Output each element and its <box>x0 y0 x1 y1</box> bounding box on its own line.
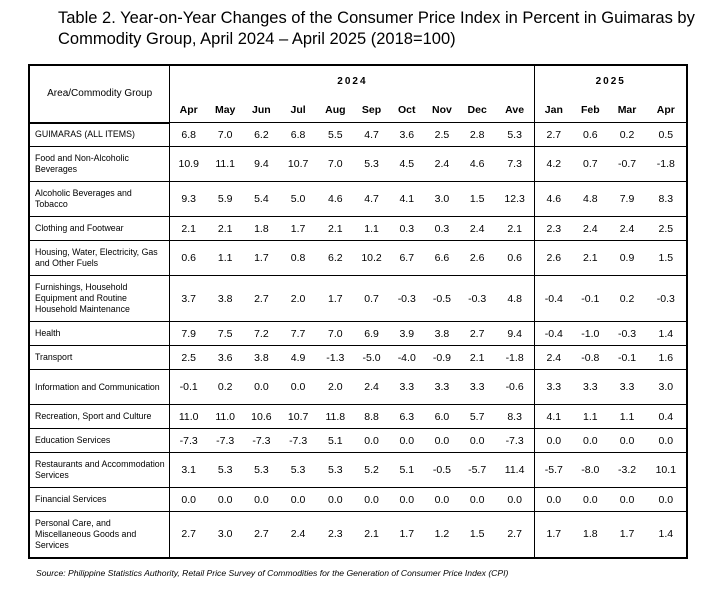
value-cell: 3.8 <box>243 346 279 370</box>
value-cell: 2.1 <box>460 346 495 370</box>
value-cell: 3.3 <box>424 370 459 405</box>
value-cell: 0.2 <box>608 123 645 147</box>
value-cell: 1.1 <box>207 241 243 276</box>
value-cell: -0.3 <box>608 322 645 346</box>
value-cell: 3.9 <box>389 322 424 346</box>
value-cell: 2.3 <box>317 512 354 558</box>
value-cell: -1.8 <box>495 346 535 370</box>
value-cell: 5.2 <box>354 453 389 488</box>
value-cell: 4.6 <box>460 147 495 182</box>
month-header: Ave <box>495 97 535 123</box>
value-cell: 2.1 <box>317 217 354 241</box>
value-cell: 0.0 <box>424 488 459 512</box>
value-cell: 8.3 <box>646 182 687 217</box>
value-cell: 10.7 <box>280 405 317 429</box>
value-cell: 3.3 <box>389 370 424 405</box>
value-cell: 1.7 <box>243 241 279 276</box>
value-cell: -1.0 <box>572 322 608 346</box>
value-cell: 5.3 <box>317 453 354 488</box>
value-cell: -5.0 <box>354 346 389 370</box>
value-cell: 11.1 <box>207 147 243 182</box>
value-cell: 4.9 <box>280 346 317 370</box>
month-header: Feb <box>572 97 608 123</box>
month-header: Apr <box>646 97 687 123</box>
value-cell: -3.2 <box>608 453 645 488</box>
table-title: Table 2. Year-on-Year Changes of the Consumer Price Index in Percent in Guimaras by Commodity Group, April 2024 – April 2025 (2018=100) <box>58 9 695 48</box>
value-cell: -5.7 <box>535 453 572 488</box>
value-cell: 3.1 <box>170 453 207 488</box>
value-cell: 0.0 <box>646 429 687 453</box>
value-cell: 0.0 <box>354 488 389 512</box>
value-cell: -1.3 <box>317 346 354 370</box>
value-cell: 2.4 <box>608 217 645 241</box>
value-cell: 2.1 <box>170 217 207 241</box>
commodity-label: Transport <box>29 346 170 370</box>
month-header: May <box>207 97 243 123</box>
value-cell: 1.7 <box>317 276 354 322</box>
value-cell: 0.0 <box>535 429 572 453</box>
value-cell: 4.7 <box>354 123 389 147</box>
value-cell: 10.2 <box>354 241 389 276</box>
value-cell: 9.4 <box>243 147 279 182</box>
value-cell: 2.8 <box>460 123 495 147</box>
value-cell: 4.7 <box>354 182 389 217</box>
value-cell: 5.3 <box>354 147 389 182</box>
value-cell: 5.1 <box>389 453 424 488</box>
value-cell: 5.9 <box>207 182 243 217</box>
value-cell: 0.0 <box>535 488 572 512</box>
value-cell: 2.6 <box>535 241 572 276</box>
commodity-label: Housing, Water, Electricity, Gas and Other Fuels <box>29 241 170 276</box>
value-cell: 2.1 <box>354 512 389 558</box>
value-cell: 6.8 <box>280 123 317 147</box>
month-header: Jan <box>535 97 572 123</box>
value-cell: 0.5 <box>646 123 687 147</box>
commodity-label: Alcoholic Beverages and Tobacco <box>29 182 170 217</box>
value-cell: 0.0 <box>243 370 279 405</box>
value-cell: 1.7 <box>389 512 424 558</box>
value-cell: 0.0 <box>354 429 389 453</box>
commodity-label: Financial Services <box>29 488 170 512</box>
table-row <box>29 429 687 453</box>
table-row <box>29 147 687 182</box>
value-cell: -0.5 <box>424 453 459 488</box>
value-cell: -0.8 <box>572 346 608 370</box>
month-header: Dec <box>460 97 495 123</box>
value-cell: 1.5 <box>460 182 495 217</box>
value-cell: 12.3 <box>495 182 535 217</box>
value-cell: 9.4 <box>495 322 535 346</box>
table-row <box>29 241 687 276</box>
value-cell: 0.0 <box>389 429 424 453</box>
value-cell: 7.9 <box>170 322 207 346</box>
commodity-label: Clothing and Footwear <box>29 217 170 241</box>
value-cell: -0.7 <box>608 147 645 182</box>
value-cell: 2.6 <box>460 241 495 276</box>
value-cell: 1.7 <box>280 217 317 241</box>
month-header: Mar <box>608 97 645 123</box>
year-2024-header: 2024 <box>170 65 535 97</box>
value-cell: 1.2 <box>424 512 459 558</box>
table-row <box>29 346 687 370</box>
value-cell: 7.2 <box>243 322 279 346</box>
value-cell: -1.8 <box>646 147 687 182</box>
value-cell: 2.4 <box>354 370 389 405</box>
value-cell: 1.8 <box>572 512 608 558</box>
value-cell: 0.0 <box>317 488 354 512</box>
value-cell: 2.7 <box>535 123 572 147</box>
table-row <box>29 405 687 429</box>
value-cell: 6.0 <box>424 405 459 429</box>
value-cell: 2.4 <box>280 512 317 558</box>
table-row <box>29 488 687 512</box>
value-cell: 4.6 <box>535 182 572 217</box>
table-row <box>29 370 687 405</box>
value-cell: 6.2 <box>317 241 354 276</box>
value-cell: 0.7 <box>354 276 389 322</box>
value-cell: 1.1 <box>608 405 645 429</box>
value-cell: 0.9 <box>608 241 645 276</box>
value-cell: 1.7 <box>608 512 645 558</box>
value-cell: 1.1 <box>572 405 608 429</box>
value-cell: 2.7 <box>460 322 495 346</box>
value-cell: 2.5 <box>170 346 207 370</box>
value-cell: 10.7 <box>280 147 317 182</box>
value-cell: -7.3 <box>207 429 243 453</box>
value-cell: 3.6 <box>207 346 243 370</box>
value-cell: 2.0 <box>280 276 317 322</box>
value-cell: 1.8 <box>243 217 279 241</box>
month-header: Apr <box>170 97 207 123</box>
value-cell: 4.1 <box>535 405 572 429</box>
value-cell: 11.8 <box>317 405 354 429</box>
value-cell: 2.1 <box>572 241 608 276</box>
value-cell: -5.7 <box>460 453 495 488</box>
value-cell: 5.4 <box>243 182 279 217</box>
value-cell: 1.6 <box>646 346 687 370</box>
value-cell: 0.0 <box>280 488 317 512</box>
table-row <box>29 512 687 558</box>
value-cell: 0.0 <box>572 429 608 453</box>
value-cell: 5.3 <box>280 453 317 488</box>
value-cell: 0.0 <box>243 488 279 512</box>
value-cell: 2.7 <box>243 276 279 322</box>
value-cell: 1.4 <box>646 322 687 346</box>
value-cell: -7.3 <box>170 429 207 453</box>
value-cell: -0.5 <box>424 276 459 322</box>
value-cell: 2.7 <box>170 512 207 558</box>
commodity-label: Restaurants and Accommodation Services <box>29 453 170 488</box>
value-cell: 10.6 <box>243 405 279 429</box>
value-cell: 2.1 <box>495 217 535 241</box>
month-header: Jun <box>243 97 279 123</box>
value-cell: 2.5 <box>424 123 459 147</box>
source-note: Source: Philippine Statistics Authority, Retail Price Survey of Commodities for the Generation of Consumer Price Index (CPI) <box>36 568 509 578</box>
value-cell: -7.3 <box>495 429 535 453</box>
value-cell: -0.1 <box>170 370 207 405</box>
value-cell: 0.6 <box>495 241 535 276</box>
value-cell: -7.3 <box>280 429 317 453</box>
value-cell: 4.2 <box>535 147 572 182</box>
value-cell: 3.8 <box>424 322 459 346</box>
table-row <box>29 123 687 147</box>
value-cell: 0.0 <box>424 429 459 453</box>
month-header: Aug <box>317 97 354 123</box>
value-cell: 2.1 <box>207 217 243 241</box>
value-cell: 9.3 <box>170 182 207 217</box>
value-cell: 2.4 <box>424 147 459 182</box>
value-cell: 5.1 <box>317 429 354 453</box>
value-cell: 2.3 <box>535 217 572 241</box>
value-cell: 0.2 <box>207 370 243 405</box>
value-cell: 4.5 <box>389 147 424 182</box>
value-cell: 2.7 <box>243 512 279 558</box>
value-cell: 10.9 <box>170 147 207 182</box>
value-cell: -0.4 <box>535 322 572 346</box>
value-cell: -0.4 <box>535 276 572 322</box>
value-cell: 6.9 <box>354 322 389 346</box>
value-cell: -0.1 <box>608 346 645 370</box>
value-cell: -8.0 <box>572 453 608 488</box>
value-cell: 5.5 <box>317 123 354 147</box>
value-cell: 0.0 <box>608 488 645 512</box>
value-cell: 8.8 <box>354 405 389 429</box>
value-cell: 5.7 <box>460 405 495 429</box>
table-row <box>29 322 687 346</box>
value-cell: 3.0 <box>207 512 243 558</box>
value-cell: 4.1 <box>389 182 424 217</box>
value-cell: 6.2 <box>243 123 279 147</box>
value-cell: 1.1 <box>354 217 389 241</box>
commodity-label: Furnishings, Household Equipment and Routine Household Maintenance <box>29 276 170 322</box>
value-cell: 1.7 <box>535 512 572 558</box>
value-cell: 6.6 <box>424 241 459 276</box>
value-cell: 11.0 <box>170 405 207 429</box>
value-cell: 3.6 <box>389 123 424 147</box>
commodity-label: Information and Communication <box>29 370 170 405</box>
value-cell: -0.3 <box>460 276 495 322</box>
value-cell: 2.7 <box>495 512 535 558</box>
value-cell: 3.3 <box>460 370 495 405</box>
value-cell: 0.0 <box>608 429 645 453</box>
month-header: Oct <box>389 97 424 123</box>
value-cell: 0.6 <box>170 241 207 276</box>
value-cell: -4.0 <box>389 346 424 370</box>
value-cell: 10.1 <box>646 453 687 488</box>
value-cell: 11.0 <box>207 405 243 429</box>
value-cell: 7.7 <box>280 322 317 346</box>
cpi-table <box>28 64 688 559</box>
value-cell: 0.0 <box>389 488 424 512</box>
value-cell: 3.3 <box>572 370 608 405</box>
commodity-label: GUIMARAS (ALL ITEMS) <box>29 123 170 147</box>
value-cell: 0.4 <box>646 405 687 429</box>
value-cell: 7.0 <box>207 123 243 147</box>
value-cell: -0.1 <box>572 276 608 322</box>
value-cell: 6.8 <box>170 123 207 147</box>
value-cell: 3.0 <box>424 182 459 217</box>
table-row <box>29 276 687 322</box>
area-column-header: Area/Commodity Group <box>29 65 170 123</box>
value-cell: 4.8 <box>495 276 535 322</box>
month-header: Jul <box>280 97 317 123</box>
value-cell: 3.0 <box>646 370 687 405</box>
value-cell: 0.3 <box>424 217 459 241</box>
value-cell: 5.3 <box>207 453 243 488</box>
value-cell: 2.4 <box>535 346 572 370</box>
commodity-label: Food and Non-Alcoholic Beverages <box>29 147 170 182</box>
value-cell: 5.3 <box>495 123 535 147</box>
year-2025-header: 2025 <box>535 65 687 97</box>
table-row <box>29 182 687 217</box>
value-cell: 2.4 <box>460 217 495 241</box>
table-row <box>29 453 687 488</box>
value-cell: 0.3 <box>389 217 424 241</box>
commodity-label: Personal Care, and Miscellaneous Goods and Services <box>29 512 170 558</box>
value-cell: 5.3 <box>243 453 279 488</box>
value-cell: 0.0 <box>572 488 608 512</box>
month-header: Nov <box>424 97 459 123</box>
value-cell: 3.3 <box>608 370 645 405</box>
value-cell: 1.5 <box>460 512 495 558</box>
value-cell: 0.2 <box>608 276 645 322</box>
value-cell: 2.5 <box>646 217 687 241</box>
value-cell: 1.4 <box>646 512 687 558</box>
value-cell: 2.0 <box>317 370 354 405</box>
value-cell: 4.8 <box>572 182 608 217</box>
value-cell: -0.3 <box>646 276 687 322</box>
month-header: Sep <box>354 97 389 123</box>
value-cell: 0.0 <box>460 429 495 453</box>
value-cell: 0.0 <box>280 370 317 405</box>
value-cell: 1.5 <box>646 241 687 276</box>
commodity-label: Education Services <box>29 429 170 453</box>
value-cell: 0.0 <box>495 488 535 512</box>
table-row <box>29 217 687 241</box>
commodity-label: Recreation, Sport and Culture <box>29 405 170 429</box>
value-cell: 0.7 <box>572 147 608 182</box>
value-cell: 0.0 <box>207 488 243 512</box>
value-cell: 6.7 <box>389 241 424 276</box>
commodity-label: Health <box>29 322 170 346</box>
value-cell: 0.8 <box>280 241 317 276</box>
value-cell: -0.6 <box>495 370 535 405</box>
value-cell: 6.3 <box>389 405 424 429</box>
value-cell: 0.0 <box>646 488 687 512</box>
value-cell: 11.4 <box>495 453 535 488</box>
value-cell: 3.7 <box>170 276 207 322</box>
value-cell: 3.8 <box>207 276 243 322</box>
value-cell: 7.5 <box>207 322 243 346</box>
value-cell: 7.9 <box>608 182 645 217</box>
value-cell: 0.0 <box>460 488 495 512</box>
value-cell: 3.3 <box>535 370 572 405</box>
value-cell: 7.0 <box>317 322 354 346</box>
value-cell: 2.4 <box>572 217 608 241</box>
value-cell: 8.3 <box>495 405 535 429</box>
value-cell: -0.9 <box>424 346 459 370</box>
value-cell: 7.0 <box>317 147 354 182</box>
value-cell: -7.3 <box>243 429 279 453</box>
value-cell: 0.6 <box>572 123 608 147</box>
value-cell: 4.6 <box>317 182 354 217</box>
value-cell: 0.0 <box>170 488 207 512</box>
value-cell: 5.0 <box>280 182 317 217</box>
value-cell: -0.3 <box>389 276 424 322</box>
value-cell: 7.3 <box>495 147 535 182</box>
